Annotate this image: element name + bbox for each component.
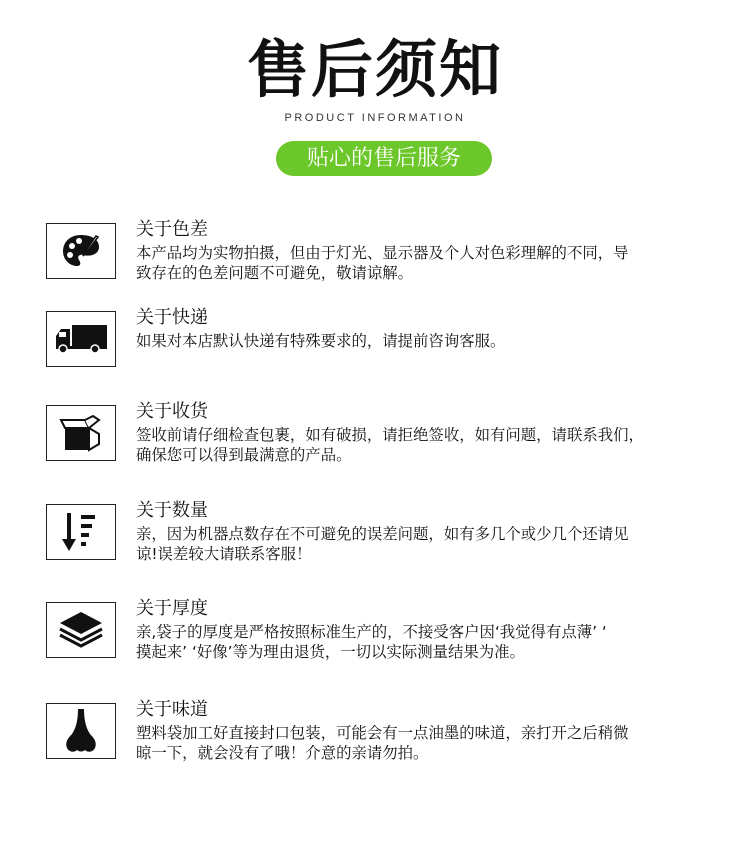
page-title: 售后须知 — [246, 33, 503, 106]
item-title: 关于厚度 — [136, 598, 208, 619]
item-title: 关于味道 — [136, 699, 208, 720]
sort-icon — [46, 504, 116, 560]
item-description: 签收前请仔细检查包裹，如有破损，请拒绝签收，如有问题，请联系我们， 确保您可以得到最满意的产品。 — [136, 426, 644, 464]
box-icon — [46, 405, 116, 461]
service-badge: 贴心的售后服务 — [276, 141, 492, 176]
item-title: 关于快递 — [136, 307, 208, 328]
palette-icon — [46, 223, 116, 279]
item-description: 塑料袋加工好直接封口包装，可能会有一点油墨的味道，亲打开之后稍微 晾一下，就会没有了哦！介意的亲请勿拍。 — [136, 724, 629, 762]
item-description: 如果对本店默认快递有特殊要求的，请提前咨询客服。 — [136, 332, 506, 350]
item-title: 关于收货 — [136, 401, 208, 422]
page-subtitle: PRODUCT INFORMATION — [284, 112, 466, 124]
truck-icon — [46, 311, 116, 367]
item-description: 亲，因为机器点数存在不可避免的误差问题，如有多几个或少几个还请见 谅!误差较大请联系客服！ — [136, 525, 629, 563]
layers-icon — [46, 602, 116, 658]
item-title: 关于色差 — [136, 219, 208, 240]
item-description: 亲,袋子的厚度是严格按照标准生产的，不接受客户因‘我觉得有点薄’ ‘ 摸起来’ ‘好像’等为理由退货，一切以实际测量结果为准。 — [136, 623, 607, 661]
item-description: 本产品均为实物拍摄，但由于灯光、显示器及个人对色彩理解的不同，导 致存在的色差问题不可避免，敬请谅解。 — [136, 244, 629, 282]
nose-icon — [46, 703, 116, 759]
item-title: 关于数量 — [136, 500, 208, 521]
